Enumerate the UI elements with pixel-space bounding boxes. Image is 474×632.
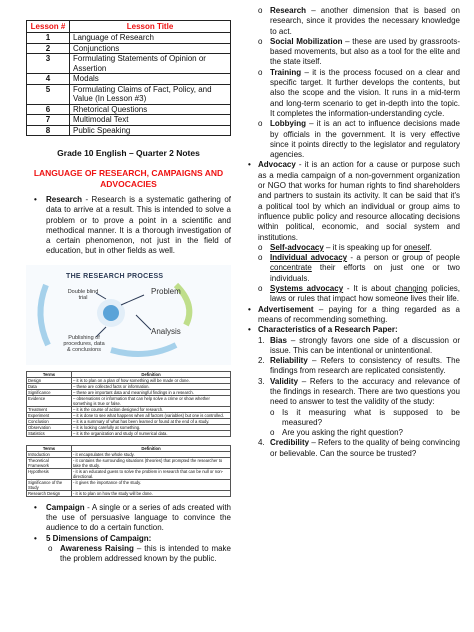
individual-advocacy-item (248, 253, 460, 284)
lesson-number: 2 (27, 43, 70, 54)
systems-advocacy-end: policies, laws or rules that impact how someone lives their life. (270, 284, 460, 304)
lesson-number: 8 (27, 125, 70, 136)
circle-bullet-icon: o (258, 36, 263, 46)
lesson-number-header: Lesson # (27, 21, 70, 33)
circle-bullet-icon: o (258, 67, 263, 77)
table-row (27, 125, 231, 136)
self-advocacy-underlined: oneself (403, 242, 430, 252)
training-item (248, 68, 460, 119)
lesson-title: Multimodal Text (70, 115, 231, 126)
five-dimensions-label: 5 Dimensions of Campaign: (46, 533, 152, 543)
lesson-number: 5 (27, 84, 70, 104)
individual-advocacy-text: - a person or group of people (347, 253, 461, 263)
definition-cell: – it is to plan on a plan of how something will be made or done. (72, 377, 231, 383)
lesson-title: Formulating Statements of Opinion or Assertion (70, 54, 231, 74)
circle-bullet-icon: o (270, 407, 275, 417)
validity-term: Validity (270, 376, 299, 386)
lesson-number: 6 (27, 104, 70, 115)
definition-cell: - it is to plan on how the study will be done. (72, 490, 231, 496)
term-cell: Design (27, 377, 72, 383)
list-item (248, 356, 460, 377)
research-dimension-item (248, 6, 460, 37)
systems-advocacy-underlined: changing (394, 284, 428, 294)
circle-bullet-icon: o (258, 119, 263, 129)
term-cell: Treatment (27, 406, 72, 412)
lesson-title: Language of Research (70, 33, 231, 44)
awareness-term: Awareness Raising (60, 543, 134, 553)
self-advocacy-term: Self-advocacy (270, 242, 324, 252)
notes-title: Grade 10 English – Quarter 2 Notes (57, 148, 200, 158)
research-text: - Research is a systematic gathering of data to arrive at a result. This is intended to solve a problem or to prove a point in a scientific and methodical manner. It is a thorough investigation of a certain phenomenon, not just in the field of education, but in other fields as well. (46, 195, 231, 256)
self-advocacy-end: . (429, 242, 432, 252)
characteristics-heading (248, 325, 460, 335)
definition-header: Definition (72, 445, 231, 451)
self-advocacy-item (248, 243, 460, 253)
research-dimension-term: Research (270, 6, 307, 15)
definition-cell: - it gives the importance of the study. (72, 479, 231, 490)
awareness-raising-item (26, 544, 231, 565)
definition-cell: – it is the course of action designed for research. (72, 406, 231, 412)
definition-cell: – these are collected facts or information. (72, 383, 231, 389)
systems-advocacy-term: Systems advocacy (270, 284, 344, 294)
term-cell: Significance (27, 389, 72, 395)
circle-bullet-icon: o (48, 543, 53, 553)
item-number: 1. (258, 335, 265, 345)
term-cell: Theoretical Framework (27, 457, 72, 468)
training-term: Training (270, 67, 302, 77)
table-row (27, 479, 231, 490)
circle-bullet-icon: o (270, 428, 275, 438)
bullet-icon: • (248, 304, 251, 314)
term-cell: Introduction (27, 451, 72, 457)
validity-question-1 (248, 408, 460, 429)
circle-bullet-icon: o (258, 6, 263, 15)
table-row (27, 33, 231, 44)
term-cell: Data (27, 383, 72, 389)
table-row (27, 115, 231, 126)
reliability-term: Reliability (270, 356, 308, 366)
lesson-title: Rhetorical Questions (70, 104, 231, 115)
lesson-title: Public Speaking (70, 125, 231, 136)
diagram-publishing-label: Publishing of procedures, data & conclusions (63, 334, 105, 353)
definition-cell: - it contains the surrounding situations (theories) that prompted the researcher to take the study. (72, 457, 231, 468)
lesson-title: Modals (70, 74, 231, 85)
circle-bullet-icon: o (258, 253, 263, 263)
bullet-icon: • (34, 533, 37, 543)
circle-bullet-icon: o (258, 284, 263, 294)
systems-advocacy-item (248, 284, 460, 305)
self-advocacy-text: – it is speaking up for (323, 242, 404, 252)
lesson-number: 4 (27, 74, 70, 85)
research-dimension-text: – another dimension that is based on research, since it provides the necessary knowledge to act. (270, 6, 460, 36)
definition-cell: – it is a summary of what has been learned or found at the end of a study. (72, 418, 231, 424)
advocacy-term: Advocacy (258, 160, 296, 170)
lesson-number: 7 (27, 115, 70, 126)
lesson-title: Conjunctions (70, 43, 231, 54)
list-item (248, 438, 460, 459)
five-dimensions-heading (26, 534, 231, 544)
lobbying-item (248, 119, 460, 160)
list-item (248, 377, 460, 408)
item-number: 4. (258, 438, 265, 448)
term-cell: Hypothesis (27, 468, 72, 479)
lobbying-text: – it is an act to influence decisions made by officials in the government. It is very effective since it points directly to the legislator and regulatory agencies. (270, 119, 460, 160)
bullet-icon: • (248, 160, 251, 170)
table-row (27, 490, 231, 496)
term-cell: Conclusion (27, 418, 72, 424)
validity-question-2 (248, 428, 460, 438)
definition-cell: - it is an educated guess to solve the problem in research that can be null or non-directional. (72, 468, 231, 479)
lesson-table (26, 20, 231, 136)
definition-cell: – these are important data and meaningful findings in a research. (72, 389, 231, 395)
lesson-number: 3 (27, 54, 70, 74)
term-cell: Experiment (27, 412, 72, 418)
definition-header: Definition (72, 371, 231, 377)
individual-advocacy-term: Individual advocacy (270, 253, 348, 263)
research-process-diagram (26, 265, 231, 365)
bias-text: – strongly favors one side of a discussion or issue. This can be intentional or unintentional. (270, 335, 460, 355)
item-number: 3. (258, 376, 265, 386)
bias-term: Bias (270, 335, 287, 345)
social-mobilization-text: – these are used by grassroots-based movements, but also as a tool for the elite and the state itself. (270, 36, 460, 67)
table-row (27, 468, 231, 479)
right-column (248, 6, 460, 459)
term-cell: Evidence (27, 395, 72, 406)
table-row (27, 104, 231, 115)
term-cell: Statistics (27, 430, 72, 436)
definition-cell: – it is done to see what happens when all factors (variables) but one is controlled. (72, 412, 231, 418)
advocacy-text: - it is an action for a cause or purpose such as a media campaign of a non-government organization or NGO that works for human rights to find shareholders and partners to sustain its activity. It can be said that it's a political tool by which an individual or group aims to influence public policy and resource allocating decisions within political, economic, and social system and institutions. (258, 160, 460, 242)
credibility-term: Credibility (270, 438, 310, 448)
circle-bullet-icon: o (258, 242, 263, 252)
terms-header: Terms (27, 445, 72, 451)
item-number: 2. (258, 356, 265, 366)
list-item (248, 336, 460, 357)
bullet-icon: • (34, 195, 37, 204)
table-row (27, 84, 231, 104)
definition-cell: - it encapsulates the whole study. (72, 451, 231, 457)
campaign-term: Campaign (46, 502, 85, 512)
table-row (27, 457, 231, 468)
research-term: Research (46, 195, 83, 204)
validity-text: – Refers to the accuracy and relevance of the findings in research. There are two questions you need to answer to test the validity of the study: (270, 376, 460, 407)
validity-q2-text: Are you asking the right question? (282, 428, 403, 438)
table-row (27, 54, 231, 74)
terms-header: Terms (27, 371, 72, 377)
credibility-text: – Refers to the quality of being convincing or believable. Can the source be trusted? (270, 438, 460, 458)
training-text: – it is the process focused on a clear and specific target. It further develops the contents, but also the scope and the vision. It runs in a mid-term and long-term scenario to get in-depth into the topic. It completes the information-understanding cycle. (270, 67, 460, 118)
advertisement-text: – paying for a thing regarded as a means of recommending something. (258, 304, 460, 324)
table-row (27, 74, 231, 85)
section-title: LANGUAGE OF RESEARCH, CAMPAIGNS AND ADVOCACIES (33, 168, 224, 189)
terms-table-2 (26, 445, 231, 497)
definition-cell: – it is the organization and study of numerical data. (72, 430, 231, 436)
lobbying-term: Lobbying (270, 119, 306, 129)
definition-cell: – it is looking carefully at something. (72, 424, 231, 430)
diagram-blind-test-label: Double blind trial (67, 288, 99, 301)
term-cell: Research Design (27, 490, 72, 496)
bullet-icon: • (248, 325, 251, 335)
term-cell: Significance of the Study (27, 479, 72, 490)
table-row (27, 43, 231, 54)
definition-cell: – observations or information that can help solve a crime or show whether something is true or false. (72, 395, 231, 406)
research-definition (26, 195, 231, 257)
characteristics-label: Characteristics of a Research Paper: (258, 325, 398, 335)
diagram-analysis-label: Analysis (151, 326, 181, 336)
table-row (27, 430, 231, 436)
campaign-text: - A single or a series of ads created with the use of persuasive language to convince the audience to do a certain function. (46, 502, 231, 533)
awareness-text: – this is intended to make the problem addressed known by the public. (60, 543, 232, 564)
left-column (26, 20, 231, 565)
diagram-problem-label: Problem (151, 286, 181, 296)
individual-advocacy-end: their efforts on just one or two individuals. (270, 263, 460, 283)
terms-table-1 (26, 371, 231, 437)
lesson-title-header: Lesson Title (70, 21, 231, 33)
lesson-number: 1 (27, 33, 70, 44)
social-mobilization-term: Social Mobilization (270, 36, 343, 46)
campaign-definition (26, 503, 231, 534)
advertisement-term: Advertisement (258, 304, 314, 314)
diagram-title: THE RESEARCH PROCESS (66, 272, 164, 280)
advertisement-definition (248, 305, 460, 326)
systems-advocacy-text: - It is about (343, 284, 395, 294)
table-row (27, 395, 231, 406)
individual-advocacy-underlined: concentrate (270, 263, 312, 273)
bullet-icon: • (34, 502, 37, 512)
validity-q1-text: Is it measuring what is supposed to be measured? (282, 407, 460, 427)
term-cell: Observation (27, 424, 72, 430)
lesson-title: Formulating Claims of Fact, Policy, and Value (In Lesson #3) (70, 84, 231, 104)
advocacy-definition (248, 160, 460, 242)
reliability-text: – Refers to consistency of results. The findings from research are replicated consistently. (270, 356, 460, 376)
research-process-graphic (26, 265, 231, 365)
social-mobilization-item (248, 37, 460, 68)
